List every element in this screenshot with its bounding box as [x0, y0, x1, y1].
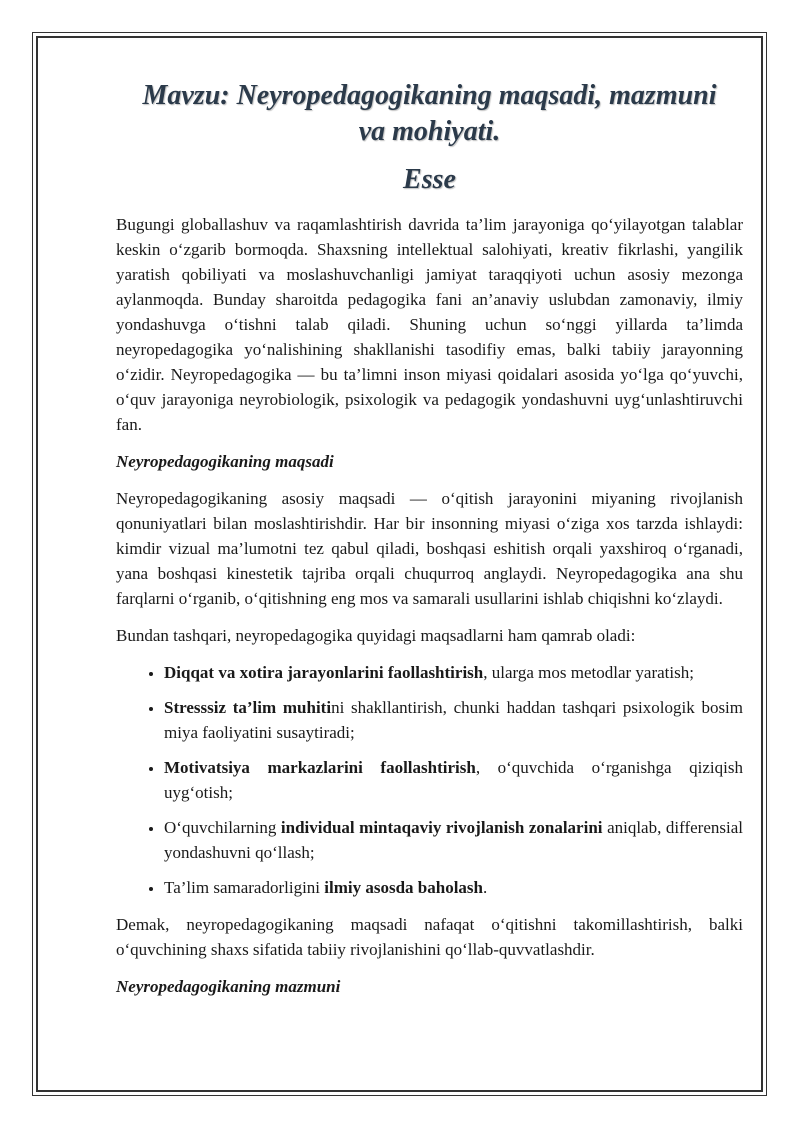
list-item: • Motivatsiya markazlarini faollashtirish, o‘quvchida o‘rganishga qiziqish uyg‘otish;: [164, 755, 743, 805]
document-body: [116, 78, 743, 1011]
document-subtitle: Esse: [403, 164, 456, 195]
section1-paragraph-2: Bundan tashqari, neyropedagogika quyidagi maqsadlarni ham qamrab oladi:: [116, 626, 636, 645]
intro-paragraph: Bugungi globallashuv va raqamlashtirish davrida ta’lim jarayoniga qo‘yilayotgan talablar keskin o‘zgarib bormoqda. Shaxsning intellektual salohiyati, kreativ fikrlashi, yangilik yaratish qobiliyati va moslashuvchanligi jamiyat taraqqiyoti uchun asosiy mezonga aylanmoqda. Bunday sharoitda pedagogika fani an’anaviy uslubdan zamonaviy, ilmiy yondashuvga o‘tishni talab qiladi. Shuning uchun so‘nggi yillarda ta’limda neyropedagogika yo‘nalishining shakllanishi tasodifiy emas, balki tabiiy jarayonning o‘zidir. Neyropedagogika — bu ta’limni inson miyasi qoidalari asosida yo‘lga qo‘yuvchi, o‘quv jarayoniga neyrobiologik, psixologik va pedagogik yondashuvni uyg‘unlashtiruvchi fan.: [116, 215, 743, 434]
goals-list: [116, 660, 743, 900]
list-item: • Stresssiz ta’lim muhitini shakllantirish, chunki haddan tashqari psixologik bosim miya faoliyatini susaytiradi;: [164, 695, 743, 745]
section-heading-maqsadi: Neyropedagogikaning maqsadi: [116, 452, 334, 471]
document-title: [116, 78, 743, 150]
list-item: • O‘quvchilarning individual mintaqaviy rivojlanish zonalarini aniqlab, differensial yondashuvni qo‘llash;: [164, 815, 743, 865]
title-line-1: Mavzu: Neyropedagogikaning maqsadi, mazmuni: [142, 80, 717, 111]
section1-paragraph-1: Neyropedagogikaning asosiy maqsadi — o‘qitish jarayonini miyaning rivojlanish qonuniyatlari bilan moslashtirishdir. Har bir insonning miyasi o‘ziga xos tarzda ishlaydi: kimdir vizual ma’lumotni tez qabul qiladi, boshqasi eshitish orqali yaxshiroq o‘rganadi, yana boshqasi kinestetik tajriba orqali chuqurroq anglaydi. Neyropedagogika ana shu farqlarni o‘rganib, o‘qitishning eng mos va samarali usullarini ishlab chiqishni ko‘zlaydi.: [116, 489, 743, 608]
list-item: • Diqqat va xotira jarayonlarini faollashtirish, ularga mos metodlar yaratish;: [164, 660, 743, 685]
section-heading-mazmuni: Neyropedagogikaning mazmuni: [116, 977, 341, 996]
list-item: • Ta’lim samaradorligini ilmiy asosda baholash.: [164, 875, 743, 900]
title-line-2: va mohiyati.: [358, 116, 501, 147]
section1-conclusion: Demak, neyropedagogikaning maqsadi nafaqat o‘qitishni takomillashtirish, balki o‘quvchining shaxs sifatida tabiiy rivojlanishini qo‘llab-quvvatlashdir.: [116, 915, 743, 959]
